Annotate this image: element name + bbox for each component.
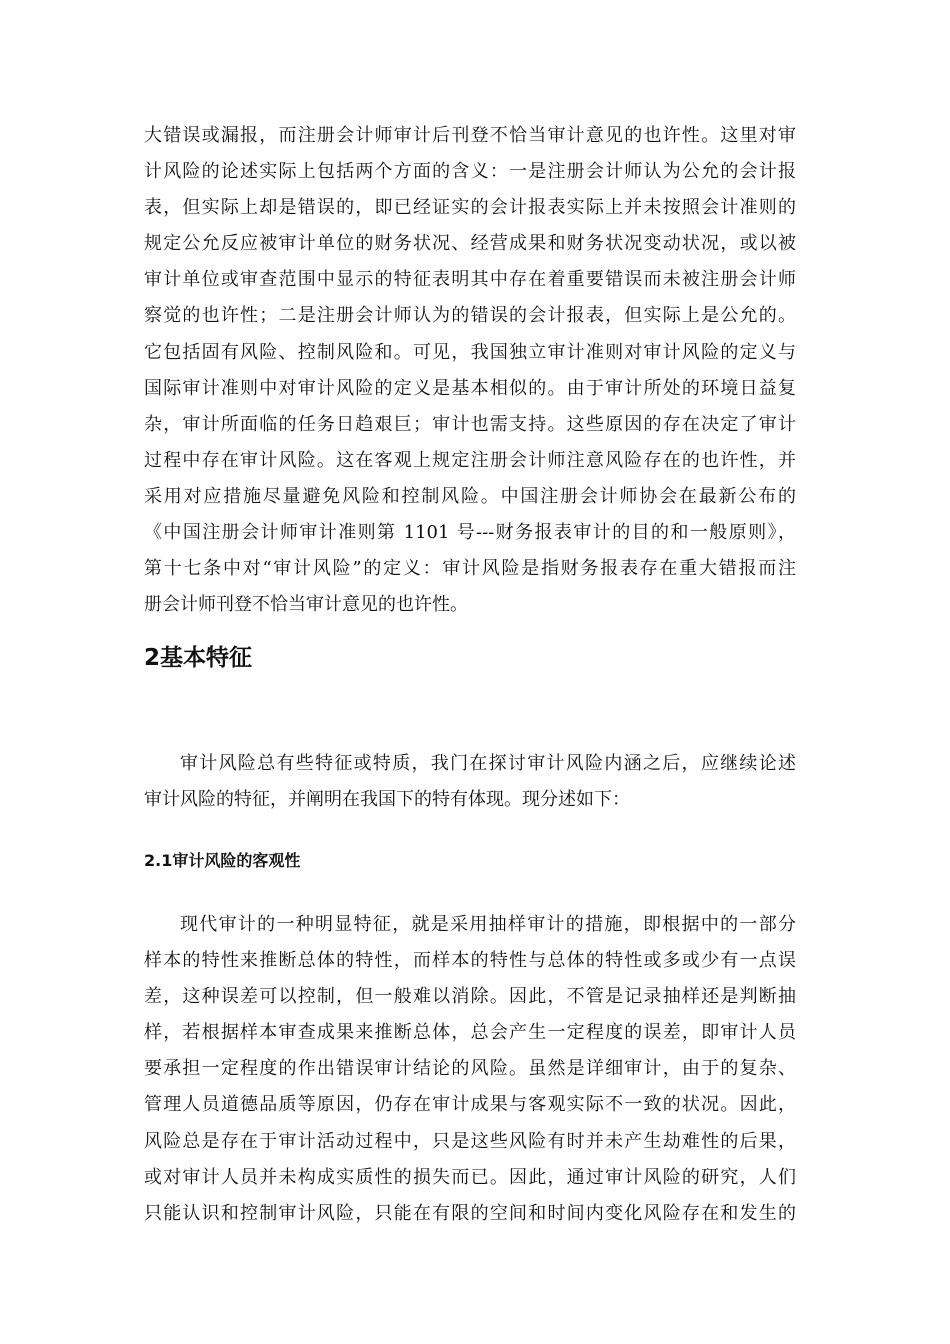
- subsection-heading: 2.1审计风险的客观性: [144, 851, 301, 870]
- text-line: 差，这种误差可以控制，但一般难以消除。因此，不管是记录抽样还是判断抽: [144, 986, 796, 1008]
- text-line: 规定公允反应被审计单位的财务状况、经营成果和财务状况变动状况，或以被: [144, 233, 796, 255]
- text-line: 或对审计人员并未构成实质性的损失而已。因此，通过审计风险的研究，人们: [144, 1166, 796, 1188]
- paragraph-objectivity: [144, 907, 796, 1232]
- text-line: 审计风险总有些特征或特质，我门在探讨审计风险内涵之后，应继续论述: [180, 753, 796, 774]
- text-line: 只能认识和控制审计风险，只能在有限的空间和时间内变化风险存在和发生的: [144, 1202, 796, 1224]
- text-line: 样本的特性来推断总体的特性，而样本的特性与总体的特性或多或少有一点误: [144, 950, 796, 972]
- text-line: 要承担一定程度的作出错误审计结论的风险。虽然是详细审计，由于的复杂、: [144, 1058, 796, 1080]
- text-line: 现代审计的一种明显特征，就是采用抽样审计的措施，即根据中的一部分: [180, 914, 796, 935]
- text-line: 采用对应措施尽量避免风险和控制风险。中国注册会计师协会在最新公布的: [144, 485, 796, 507]
- text-line: 国际审计准则中对审计风险的定义是基本相似的。由于审计所处的环境日益复: [144, 377, 796, 399]
- text-line: 计风险的论述实际上包括两个方面的含义：一是注册会计师认为公允的会计报: [144, 161, 796, 183]
- text-line: 《中国注册会计师审计准则第 1101 号---财务报表审计的目的和一般原则》，: [144, 522, 796, 544]
- paragraph-features-intro: [144, 746, 796, 818]
- section-heading: 2基本特征: [144, 645, 253, 671]
- text-line: 审计单位或审查范围中显示的特征表明其中存在着重要错误而未被注册会计师: [144, 269, 796, 291]
- text-line: 大错误或漏报，而注册会计师审计后刊登不恰当审计意见的也许性。这里对审: [144, 125, 796, 146]
- text-line: 审计风险的特征，并阐明在我国下的特有体现。现分述如下：: [144, 789, 630, 811]
- text-line: 样，若根据样本审查成果来推断总体，总会产生一定程度的误差，即审计人员: [144, 1022, 796, 1044]
- text-line: 册会计师刊登不恰当审计意见的也许性。: [144, 594, 468, 616]
- text-line: 表，但实际上却是错误的，即已经证实的会计报表实际上并未按照会计准则的: [144, 197, 796, 219]
- text-line: 风险总是存在于审计活动过程中，只是这些风险有时并未产生劫难性的后果，: [144, 1130, 796, 1152]
- text-line: 察觉的也许性；二是注册会计师认为的错误的会计报表，但实际上是公允的。: [144, 305, 796, 327]
- text-line: 过程中存在审计风险。这在客观上规定注册会计师注意风险存在的也许性，并: [144, 449, 796, 471]
- text-line: 杂，审计所面临的任务日趋艰巨；审计也需支持。这些原因的存在决定了审计: [144, 413, 796, 435]
- text-line: 它包括固有风险、控制风险和。可见，我国独立审计准则对审计风险的定义与: [144, 341, 796, 363]
- text-line: 第十七条中对“审计风险”的定义：审计风险是指财务报表存在重大错报而注: [144, 558, 796, 580]
- paragraph-audit-risk-definition: [144, 118, 796, 623]
- text-line: 管理人员道德品质等原因，仍存在审计成果与客观实际不一致的状况。因此，: [144, 1094, 796, 1116]
